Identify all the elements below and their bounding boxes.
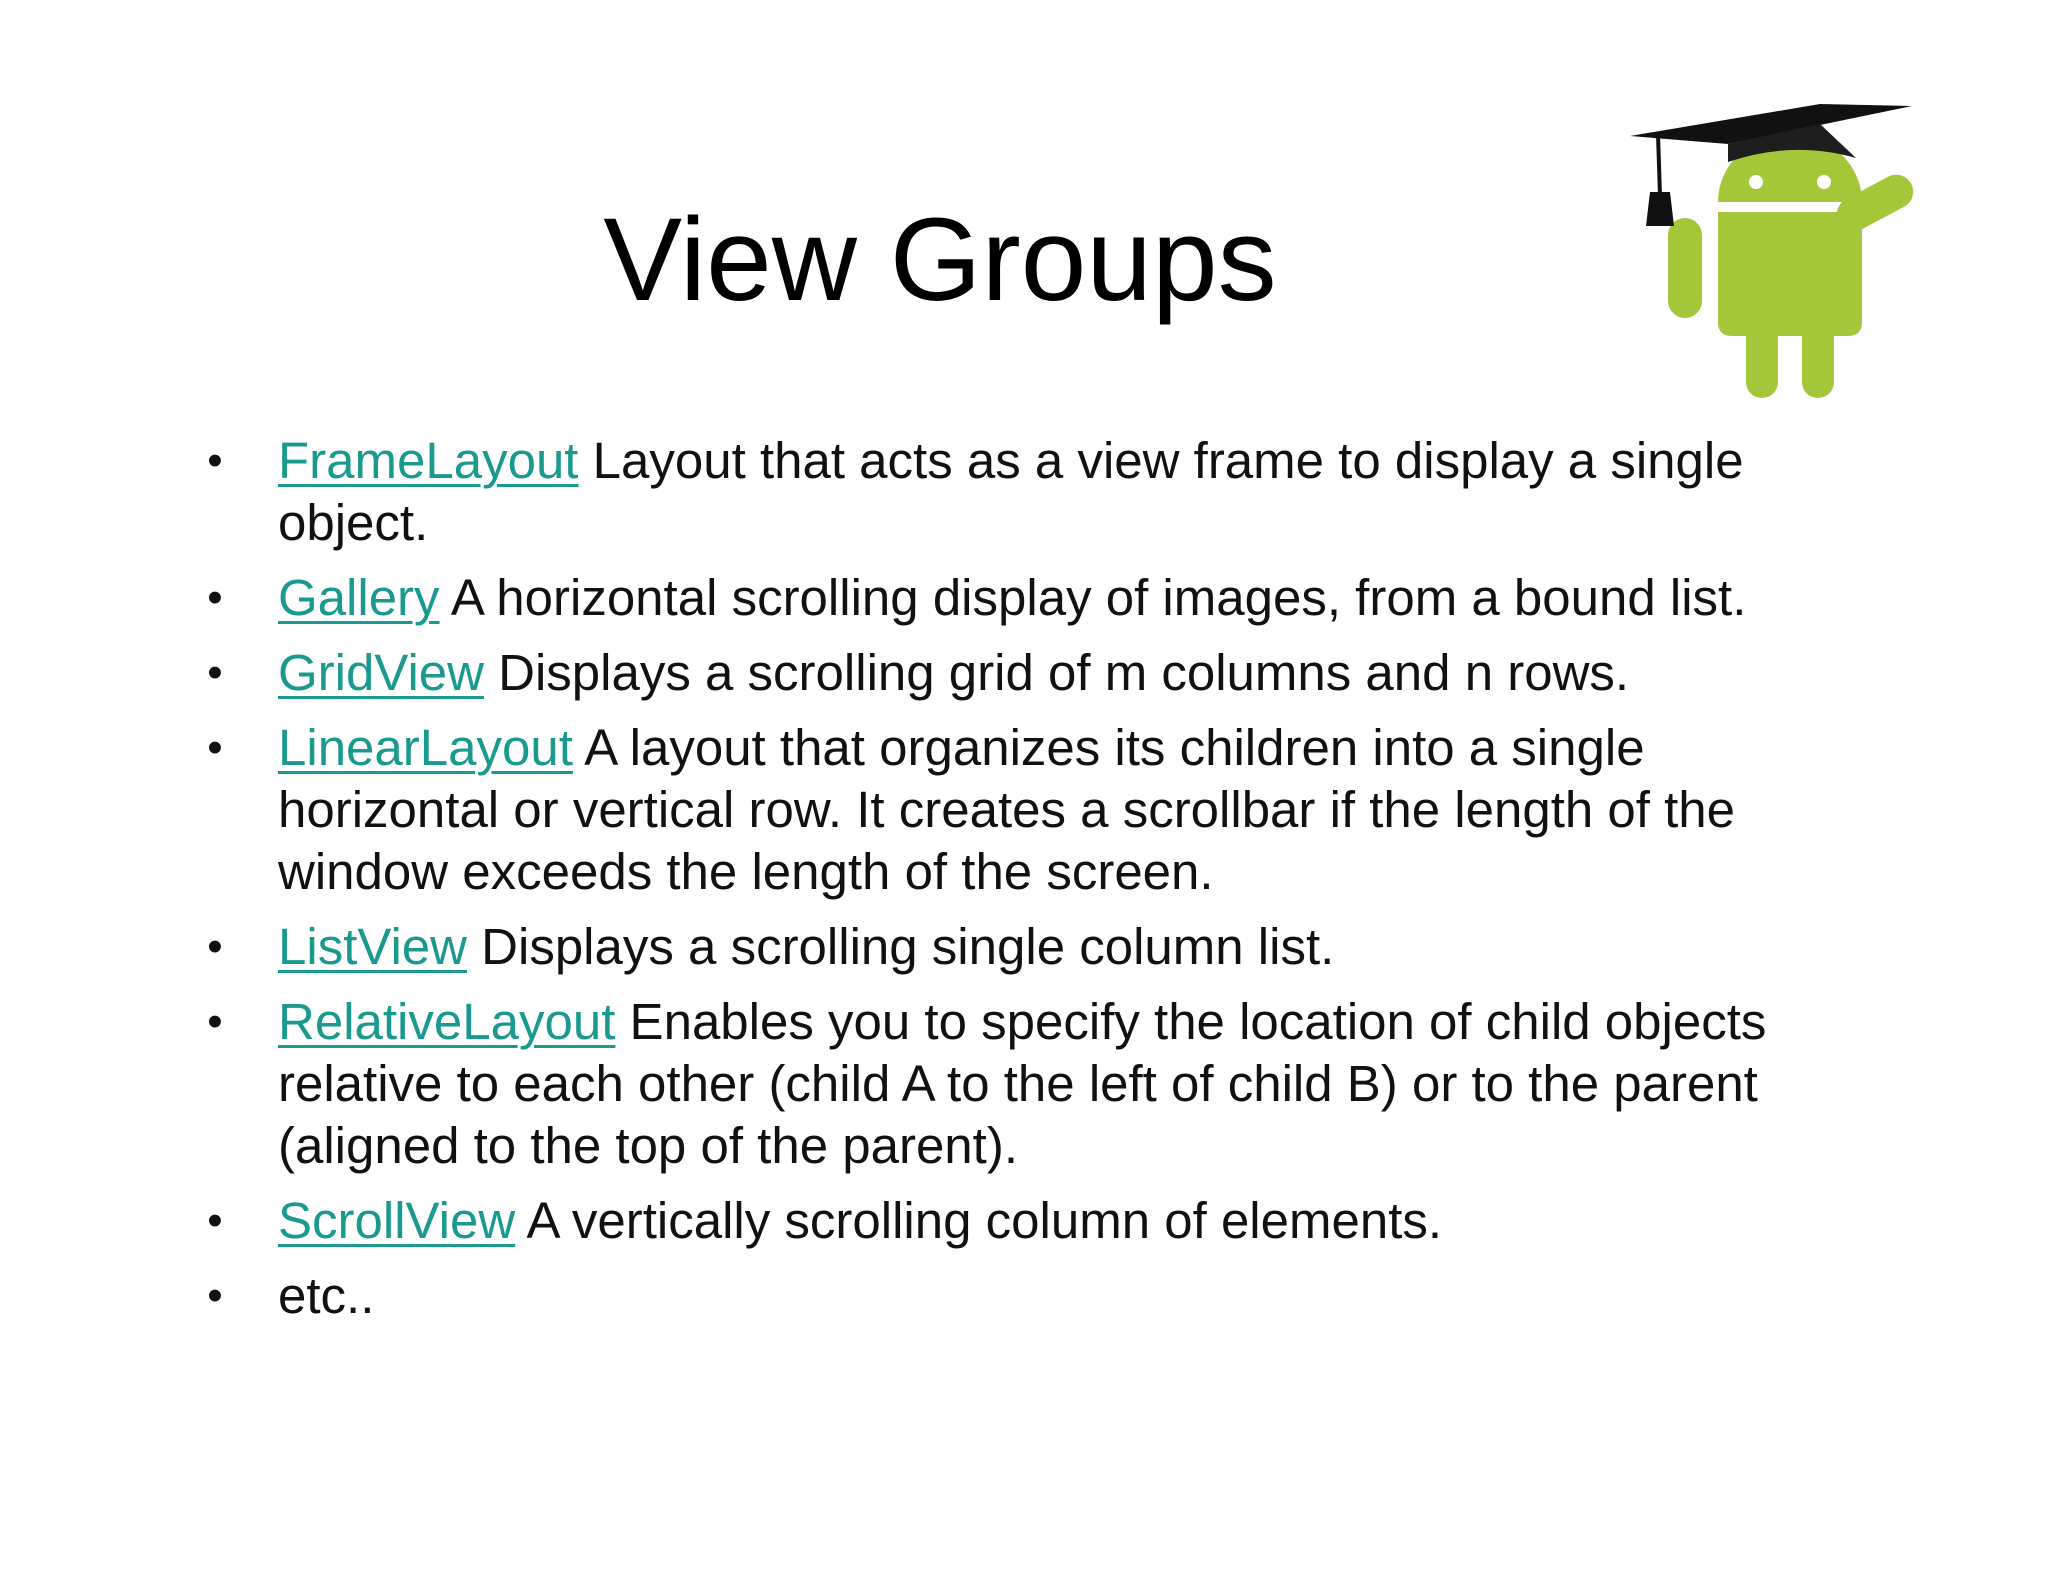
scrollview-link[interactable]: ScrollView xyxy=(278,1192,516,1249)
gallery-description: A horizontal scrolling display of images, from a bound list. xyxy=(439,569,1747,626)
list-item xyxy=(200,1265,1840,1327)
relativelayout-description: Enables you to specify the location of child objects relative to each other (child A to the left of child B) or to the parent (aligned to the top of the parent). xyxy=(278,993,1767,1174)
linearlayout-description: A layout that organizes its children into a single horizontal or vertical row. It creates a scrollbar if the length of the window exceeds the length of the screen. xyxy=(278,719,1736,900)
slide-title: View Groups xyxy=(603,194,1277,326)
bullet-marker: • xyxy=(207,436,223,485)
scrollview-description: A vertically scrolling column of elements. xyxy=(515,1192,1443,1249)
bullet-list xyxy=(200,430,1840,1340)
list-item xyxy=(200,1190,1840,1252)
list-item xyxy=(200,430,1840,554)
gridview-description: Displays a scrolling grid of m columns and n rows. xyxy=(483,644,1630,701)
bullet-marker: • xyxy=(207,723,223,772)
list-item xyxy=(200,717,1840,903)
etc-text: etc.. xyxy=(278,1267,375,1324)
listview-link[interactable]: ListView xyxy=(278,918,467,975)
relativelayout-link[interactable]: RelativeLayout xyxy=(278,993,616,1050)
list-item xyxy=(200,916,1840,978)
bullet-marker: • xyxy=(207,997,223,1046)
listview-description: Displays a scrolling single column list. xyxy=(466,918,1335,975)
gridview-link[interactable]: GridView xyxy=(278,644,484,701)
bullet-marker: • xyxy=(207,922,223,971)
gallery-link[interactable]: Gallery xyxy=(278,569,440,626)
list-item xyxy=(200,642,1840,704)
framelayout-link[interactable]: FrameLayout xyxy=(278,432,579,489)
framelayout-description: Layout that acts as a view frame to display a single object. xyxy=(278,432,1744,551)
list-item xyxy=(200,991,1840,1177)
bullet-marker: • xyxy=(207,1196,223,1245)
linearlayout-link[interactable]: LinearLayout xyxy=(278,719,573,776)
bullet-marker: • xyxy=(207,1271,223,1320)
bullet-marker: • xyxy=(207,573,223,622)
list-item xyxy=(200,567,1840,629)
bullet-marker: • xyxy=(207,648,223,697)
android-graduate-icon xyxy=(1620,100,1960,410)
